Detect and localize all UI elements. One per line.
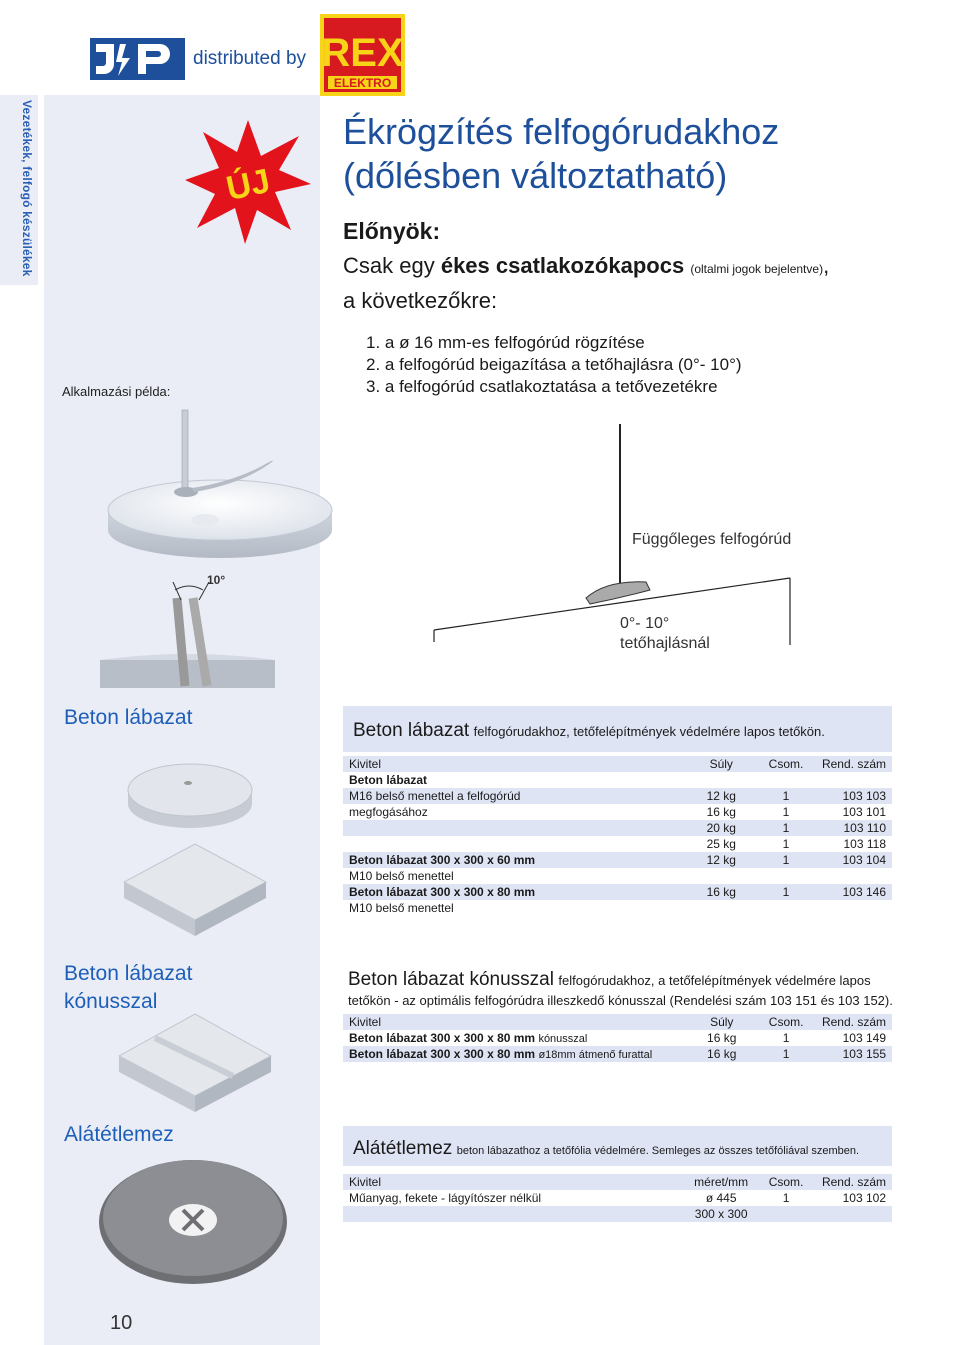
cone-base-table (343, 1014, 892, 1062)
advantage-item: 3. a felfogórúd csatlakoztatása a tetővezetékre (366, 377, 718, 396)
table-cell: M10 belső menettel (343, 868, 686, 884)
table-cell: Műanyag, fekete - lágyítószer nélkül (343, 1190, 686, 1206)
table-cell: 103 103 (816, 788, 892, 804)
table-cell: 20 kg (686, 820, 756, 836)
table-cell: 103 101 (816, 804, 892, 820)
table-cell: méret/mm (686, 1174, 756, 1190)
table-cell: 103 118 (816, 836, 892, 852)
table-cell (686, 868, 756, 884)
pad-table (343, 1174, 892, 1222)
table-cell: Csom. (756, 1014, 816, 1030)
table-cell: Csom. (756, 1174, 816, 1190)
advantage-item: 2. a felfogórúd beigazítása a tetőhajlásra (0°- 10°) (366, 355, 742, 374)
advantages-list (366, 332, 742, 398)
table-cell: 103 146 (816, 884, 892, 900)
concrete-base-table (343, 756, 892, 916)
section-heading-pad: Alátétlemez (64, 1123, 174, 1146)
table-cell (756, 1206, 816, 1222)
section-heading-cone-base: Beton lábazat kónusszal (64, 962, 193, 1013)
table-cell: 25 kg (686, 836, 756, 852)
table-cell (756, 900, 816, 916)
table-row (343, 1046, 892, 1062)
table-cell (343, 820, 686, 836)
table-cell: Beton lábazat (343, 772, 686, 788)
table-cell (756, 772, 816, 788)
table-cell (816, 900, 892, 916)
advantages-heading: Előnyök: (343, 218, 441, 244)
table-cell: 12 kg (686, 788, 756, 804)
table-row (343, 852, 892, 868)
table-cell (343, 1030, 687, 1046)
table-cell: ø 445 (686, 1190, 756, 1206)
round-base-with-rod-image (100, 400, 345, 560)
table-cell: 16 kg (686, 884, 756, 900)
table-cell: 1 (756, 884, 816, 900)
roof-pitch-label: 0°- 10° tetőhajlásnál (620, 615, 710, 652)
table-cell: 1 (756, 836, 816, 852)
table-cell (686, 900, 756, 916)
table-cell: 103 155 (816, 1046, 892, 1062)
table-cell (756, 868, 816, 884)
table-cell: 1 (756, 788, 816, 804)
product-name: Beton lábazat 300 x 300 x 80 mm (349, 1031, 536, 1045)
table-cell: Súly (687, 1014, 756, 1030)
rex-elektro-logo (320, 14, 405, 96)
page-number: 10 (110, 1312, 133, 1334)
table-cell: 16 kg (687, 1030, 756, 1046)
table-row (343, 772, 892, 788)
page-title: Ékrögzítés felfogórudakhoz (dőlésben változtatható) (343, 111, 780, 196)
table-cell: 16 kg (687, 1046, 756, 1062)
table-cell: Beton lábazat 300 x 300 x 60 mm (343, 852, 686, 868)
vertical-rod-label: Függőleges felfogórúd (632, 531, 792, 548)
table-cell: 1 (756, 1046, 816, 1062)
table-cell: megfogásához (343, 804, 686, 820)
table-row (343, 820, 892, 836)
table-row (343, 1190, 892, 1206)
product-variant: ø18mm átmenő furattal (538, 1049, 653, 1061)
table-cell: Rend. szám (816, 1014, 892, 1030)
distributed-by-text: distributed by (193, 48, 307, 69)
table-cell: Rend. szám (816, 756, 892, 772)
table-row (343, 900, 892, 916)
table-cell (816, 868, 892, 884)
table-cell: 103 149 (816, 1030, 892, 1046)
table-cell: Csom. (756, 756, 816, 772)
round-concrete-base-image (125, 750, 255, 835)
section-heading-concrete-base: Beton lábazat (64, 706, 193, 729)
example-label: Alkalmazási példa: (62, 384, 171, 399)
concrete-base-info-text: Beton lábazat felfogórudakhoz, tetőfelépítmények védelmére lapos tetőkön. (353, 720, 825, 741)
table-row (343, 868, 892, 884)
table-cell: Rend. szám (816, 1174, 892, 1190)
table-cell: Kivitel (343, 1174, 686, 1190)
table-header-row (343, 1174, 892, 1190)
svg-text:REX: REX (321, 31, 404, 75)
table-cell: M16 belső menettel a felfogórúd (343, 788, 686, 804)
table-cell: Kivitel (343, 1014, 687, 1030)
table-row (343, 1030, 892, 1046)
table-cell (816, 1206, 892, 1222)
table-cell: 1 (756, 1190, 816, 1206)
table-cell (343, 1046, 687, 1062)
table-cell (816, 772, 892, 788)
table-cell: 103 104 (816, 852, 892, 868)
svg-text:ÚJ: ÚJ (222, 161, 274, 209)
pad-info-text: Alátétlemez beton lábazathoz a tetőfólia védelmére. Semleges az összes tetőfóliával szemben. (353, 1138, 860, 1159)
table-cell: 16 kg (686, 804, 756, 820)
table-cell: 1 (756, 1030, 816, 1046)
advantage-item: 1. a ø 16 mm-es felfogórúd rögzítése (366, 333, 645, 352)
table-cell: 1 (756, 804, 816, 820)
table-row (343, 804, 892, 820)
table-row (343, 884, 892, 900)
product-name: Beton lábazat 300 x 300 x 80 mm (349, 1047, 536, 1061)
table-cell: 300 x 300 (686, 1206, 756, 1222)
cone-base-info-text: Beton lábazat kónusszal felfogórudakhoz, a tetőfelépítmények védelmére lapos tetőkön - az optimális felfogórúdra illeszkedő kónusszal (Rendelési szám 103 151 és 103 152). (348, 969, 893, 1008)
new-badge-star (183, 118, 313, 246)
table-cell: 1 (756, 820, 816, 836)
square-concrete-base-image (120, 840, 270, 940)
jp-logo (90, 38, 185, 80)
table-cell: Súly (686, 756, 756, 772)
angle-label: 10° (207, 573, 226, 587)
table-header-row (343, 756, 892, 772)
advantages-intro: Csak egy ékes csatlakozókapocs (oltalmi jogok bejelentve), a következőkre: (343, 253, 830, 313)
product-variant: kónusszal (538, 1033, 588, 1045)
table-cell (343, 1206, 686, 1222)
wedge-clamp-detail-image (95, 570, 280, 690)
cone-concrete-base-image (115, 1010, 275, 1115)
table-cell: 12 kg (686, 852, 756, 868)
table-cell: 103 102 (816, 1190, 892, 1206)
table-row (343, 1206, 892, 1222)
black-pad-image (95, 1150, 290, 1290)
svg-text:ELEKTRO: ELEKTRO (333, 76, 392, 90)
table-cell (686, 772, 756, 788)
table-cell: M10 belső menettel (343, 900, 686, 916)
table-cell: 103 110 (816, 820, 892, 836)
table-header-row (343, 1014, 892, 1030)
table-cell: Beton lábazat 300 x 300 x 80 mm (343, 884, 686, 900)
table-cell (343, 836, 686, 852)
table-row (343, 836, 892, 852)
table-cell: Kivitel (343, 756, 686, 772)
table-row (343, 788, 892, 804)
table-cell: 1 (756, 852, 816, 868)
side-tab-label: Vezetékek, felfogó készülékek (20, 100, 34, 277)
